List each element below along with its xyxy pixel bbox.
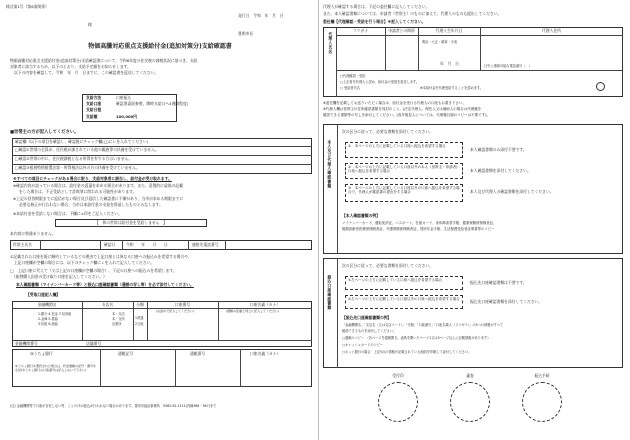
branch-code-label: 店舗番号: [86, 341, 102, 346]
branch-type-option[interactable]: 出張所: [112, 322, 122, 326]
bank-note-3[interactable]: □ 上記口座に代えて（又は上記の口座欄が空欄の場合）、下記の口座への振込みを希望します。: [10, 268, 177, 273]
delegate-header-address: 代理人住所: [542, 28, 561, 33]
bank-docs-title: 次の区分に従って、必要な書類を添付してください。: [342, 263, 434, 268]
decline-text: 【 和の世帯は給付金を受給しません 】: [94, 220, 168, 225]
branch-type-option[interactable]: 本・支店: [112, 312, 125, 316]
confirm-date-value[interactable]: 令和 年 月 日: [126, 242, 168, 247]
bank-note-4: （振替購入因金の受け取り口座を記入してください。）: [10, 274, 107, 279]
summary-value: 100,000円: [116, 114, 138, 119]
issue-date: 発行日 令和 年 月 日: [238, 13, 284, 18]
bank-code-label: 金融機関番号: [15, 341, 38, 346]
bank-header-type: 分類: [136, 302, 144, 307]
bank-list-2: 確認できるものを添付してください。: [342, 329, 397, 333]
identity-list-1: マイナンバーカード、運転免許証、パスポート、在留カード、身体障害者手帳、健康保険被保険者証、: [342, 221, 497, 225]
summary-label: 支給口座: [86, 101, 102, 106]
check-note: 確認欄（以下の項目を確認し、確認後にチェック欄(□)にレを入れてください): [15, 139, 149, 144]
warning-note-2: をした場合は、不正受給として詐欺罪に問われる可能性があります。: [19, 189, 137, 194]
branch-type-option[interactable]: 本・支所: [112, 317, 125, 321]
yucho-number-label: 通帳番号: [190, 351, 206, 356]
proxy-intro-2: また、本人確認書類については、申請者（世帯主）のものに加えて、代理人のものも提出してください。: [323, 11, 502, 16]
bank-header-holder: 口座名義（カナ）: [249, 302, 281, 307]
bank-section-title: 【受取口座記入欄】: [26, 292, 61, 297]
check-item-3[interactable]: □確認③租税特措措置法第・所得税法以外の方の扶養を受けていません。: [15, 165, 140, 170]
notice-3: 確認できる書類等の写しを添付してください。(成年後見人については、代理権目録のコピーは不要です)。: [323, 113, 491, 117]
addressee: 様: [88, 22, 92, 27]
warning-note-1: ※確認内容が誤っている場合は、給付金の返還を求める場合があります。また、意図的に虚偽の記載: [13, 183, 183, 188]
intro-line-1: 物価高騰対応重点支援給付金(追加対策分)支給確認書について、令和6年度の住民税の課税状況に基づき、支給: [10, 58, 198, 63]
holder-hint: (通帳の記載と同じに記入してください): [226, 309, 280, 313]
summary-value: 口座振込: [116, 95, 132, 100]
bank-note-1: ①記載された口座を既に解約しているなどの理由で上記口座とは異なる口座への振込みを希望する場合や、: [10, 254, 192, 259]
identity-docs-title: 次の区分に従って、必要な書類を添付してください。: [342, 129, 434, 134]
stamp-received-label: 受付印: [392, 373, 404, 378]
form-number: 様式第1号（第6条関係）: [6, 4, 49, 9]
stamp-review: [450, 382, 490, 422]
account-number-hint: (右詰めで記入してください): [156, 309, 195, 313]
warning-note-3: ※上記の回答期限までに返信がない場合及び返信した確認書に不備があり、当市が求める期限までに: [13, 196, 184, 201]
issuer: 豊明市長: [238, 31, 254, 36]
bank-header-number: 口座番号: [174, 302, 191, 307]
eligibility-warning: ※すべての項目にチェックがある場合に限り、支給対象者に該当し、給付金が受け取れます。: [13, 176, 172, 181]
check-item-1[interactable]: □確認①世帯の全員が、住民税が課されている他の親族等の扶養を受けていません。: [15, 147, 159, 152]
decline-note: ※本給付金を受給しない場合は、下欄に×印をご記入ください。: [13, 211, 122, 216]
delegate-phone-label: 日中に連絡可能な電話番号（ ）: [484, 64, 532, 68]
identity-case-3-requirement: 本人及び代理人の確認書類を添付してください。: [470, 189, 554, 194]
yucho-note: ゆうちょ銀行を選択された場合は、貯金通帳の記号・番号を左記(ゆうちょ銀行の口座番号は記入しないで下さい): [15, 364, 97, 372]
summary-value: 確認書裏面参照，隣時支給口へ4週間程度): [116, 101, 189, 106]
delegate-header-kana: フリガナ: [353, 28, 368, 33]
bank-list-3[interactable]: □通帳のコピー （各ページを通帳開き。表紙を開いたページ1又は3ページ以上に記載情報があります）: [342, 336, 491, 340]
bank-warning: 本人確認書類（マイナンバーカード等）と振込口座確認書類（通帳の写し等）を必ず添付してください。: [16, 282, 194, 287]
delegate-title: 委任欄【代理確認・受給を行う場合】※記入してください。: [323, 19, 426, 24]
stamp-transfer: [522, 382, 562, 422]
owner-note: 本内容に相違ありません。: [10, 231, 56, 236]
identity-case-1-requirement: 本人確認書類のみ添付不要です。: [470, 147, 527, 152]
identity-case-1: ① 本ページの上方に記載している口座へ振込を希望する場合: [348, 144, 446, 148]
intro-line-2: 対象者に該当するため、以下のとおり、支給予定額をお知らせします。: [10, 64, 131, 69]
warning-note-4: 必要な修正が行われない場合、当市は本給付金の支給を辞退したものとみなします。: [19, 202, 163, 207]
identity-case-2-requirement: 本人確認書類を添付してください。: [470, 168, 531, 173]
bank-case-1-requirement: 振込先口座確認書類は不要です。: [470, 280, 527, 285]
account-type-option[interactable]: 2当座: [135, 322, 144, 326]
delegate-side-label: 代理人氏名: [328, 32, 334, 54]
delegate-agree-note: ※本給付金を代理受給することを認めます。: [420, 86, 483, 90]
bank-header-branch: 支店名: [101, 302, 114, 307]
notice-1: ※委任欄を記載してお送りいただく場合は、給付金を受ける代理人の口座もお書き下さい。: [323, 101, 466, 105]
seal-mark: [596, 82, 605, 91]
notice-2: ※代理人欄は世帯主の住所確認書類を同封のこと。(法定代理人、保佐人又は補助人の場合は代理権を: [323, 107, 482, 111]
delegate-header-relation: 申請者との関係: [388, 28, 415, 33]
delegate-option-3[interactable]: □ 受給者氏名: [340, 86, 360, 90]
summary-label: 支給方法: [86, 95, 102, 100]
identity-list-2: 後期高齢者医療被保険者証、介護保険被保険者証、国民年金手帳、生活保護受給者証明書等のコピー: [342, 227, 495, 231]
yucho-holder-label: 口座名義（カナ）: [250, 351, 281, 356]
summary-label: 支給日程: [86, 107, 102, 112]
intro-line-3: 以下の内容を確認して、令和 年 月 日までに、この確認書を返送してください。: [14, 70, 159, 75]
identity-case-2: ② 本ページの上方に記載している口座以外の本人（世帯主・申請者)口座へ振込を希望する場合: [348, 165, 458, 174]
section-household-head: ■世帯主の方が記入してください。: [10, 130, 79, 135]
account-type-option[interactable]: 1普通: [135, 316, 144, 320]
bank-list-5[interactable]: □ネット銀行の場合 上記5点の情報が記載されている画面を印刷して添付してください。: [342, 350, 472, 354]
yucho-label: ゆうちょ銀行: [30, 351, 53, 356]
bank-case-2-requirement: 振込先口座確認書類を添付してください。: [470, 299, 543, 304]
page-divider: [318, 0, 319, 440]
bank-note-2: 上記口座欄が空欄の場合には、以下のチェック欄にレを入れて記入してください。: [10, 260, 155, 265]
bank-case-1: ①左ページの上方に記載している口座へ振込を希望する場合: [348, 278, 443, 282]
bank-type-option[interactable]: 2.金庫 5.農協: [38, 317, 58, 321]
bank-list-title: 【振込先口座確認書類の例】: [342, 315, 392, 320]
bank-list-4[interactable]: □キャッシュカードのコピー: [342, 343, 384, 347]
stamp-received: [378, 382, 418, 422]
proxy-intro-1: 代理人が確認する場合は、下記の委任欄に記入してください。: [323, 4, 430, 9]
owner-name-label: 世帯主氏名: [13, 242, 32, 247]
delegate-era-options[interactable]: 明治・大正・昭和・平成: [422, 40, 458, 44]
bank-header-name: 金融機関名: [37, 302, 57, 307]
stamp-review-label: 審査: [466, 373, 474, 378]
yucho-symbol-label: 通帳記号: [118, 351, 134, 356]
document-title: 物価高騰対応重点支援給付金(追加対策分)支給確認書: [88, 43, 232, 50]
delegate-header-birth: 代理人生年月日: [435, 28, 463, 33]
footer-note: (注) 金融機関等で口座が存在しない等、ことのほか振込が行われない場合があります。豊明市福祉事務所 0562-92-1111(内線366・367)まで: [10, 404, 217, 408]
confirm-date-label: 確認日: [104, 242, 116, 247]
delegate-option-1[interactable]: □代理確認・受給: [340, 74, 366, 78]
identity-docs-side: 本人及び代理人確認書類: [327, 140, 333, 189]
summary-label: 支給額: [86, 114, 98, 119]
bank-case-2: ②左ページの上方に記載している口座以外の口座へ振込を希望する場合: [348, 297, 460, 301]
delegate-option-2[interactable]: □上記者を代理人と認め、給付金の受領を委任します。: [340, 80, 420, 84]
bank-docs-side: 振込口座確認書類: [327, 275, 333, 311]
identity-list-title: 【本人確認書類の例】: [342, 213, 380, 218]
check-item-2[interactable]: □確認②世帯の中に、住民税課税となる所得を有する方はいません。: [15, 156, 133, 161]
stamp-transfer-label: 振込手続: [534, 373, 550, 378]
bank-type-option[interactable]: 1.銀行 4.信金 7.信用組: [38, 312, 72, 316]
delegate-birth-ymd[interactable]: 年 月 日: [440, 61, 459, 66]
bank-type-option[interactable]: 3.信組 6.漁協: [38, 322, 58, 326]
identity-case-3: ③ 本ページの上方に記載している口座以外の口座へ振込を希望する場合で、代理人が確認書の提出をする場合: [348, 186, 460, 195]
phone-label: 連絡先電話番号: [192, 242, 219, 247]
bank-list-1: 「金融機関名」「支店名（又は支店コード）」「分類」「口座番号」「口座名義人（フリガナ）」の5つの情報がすべて: [342, 323, 504, 327]
